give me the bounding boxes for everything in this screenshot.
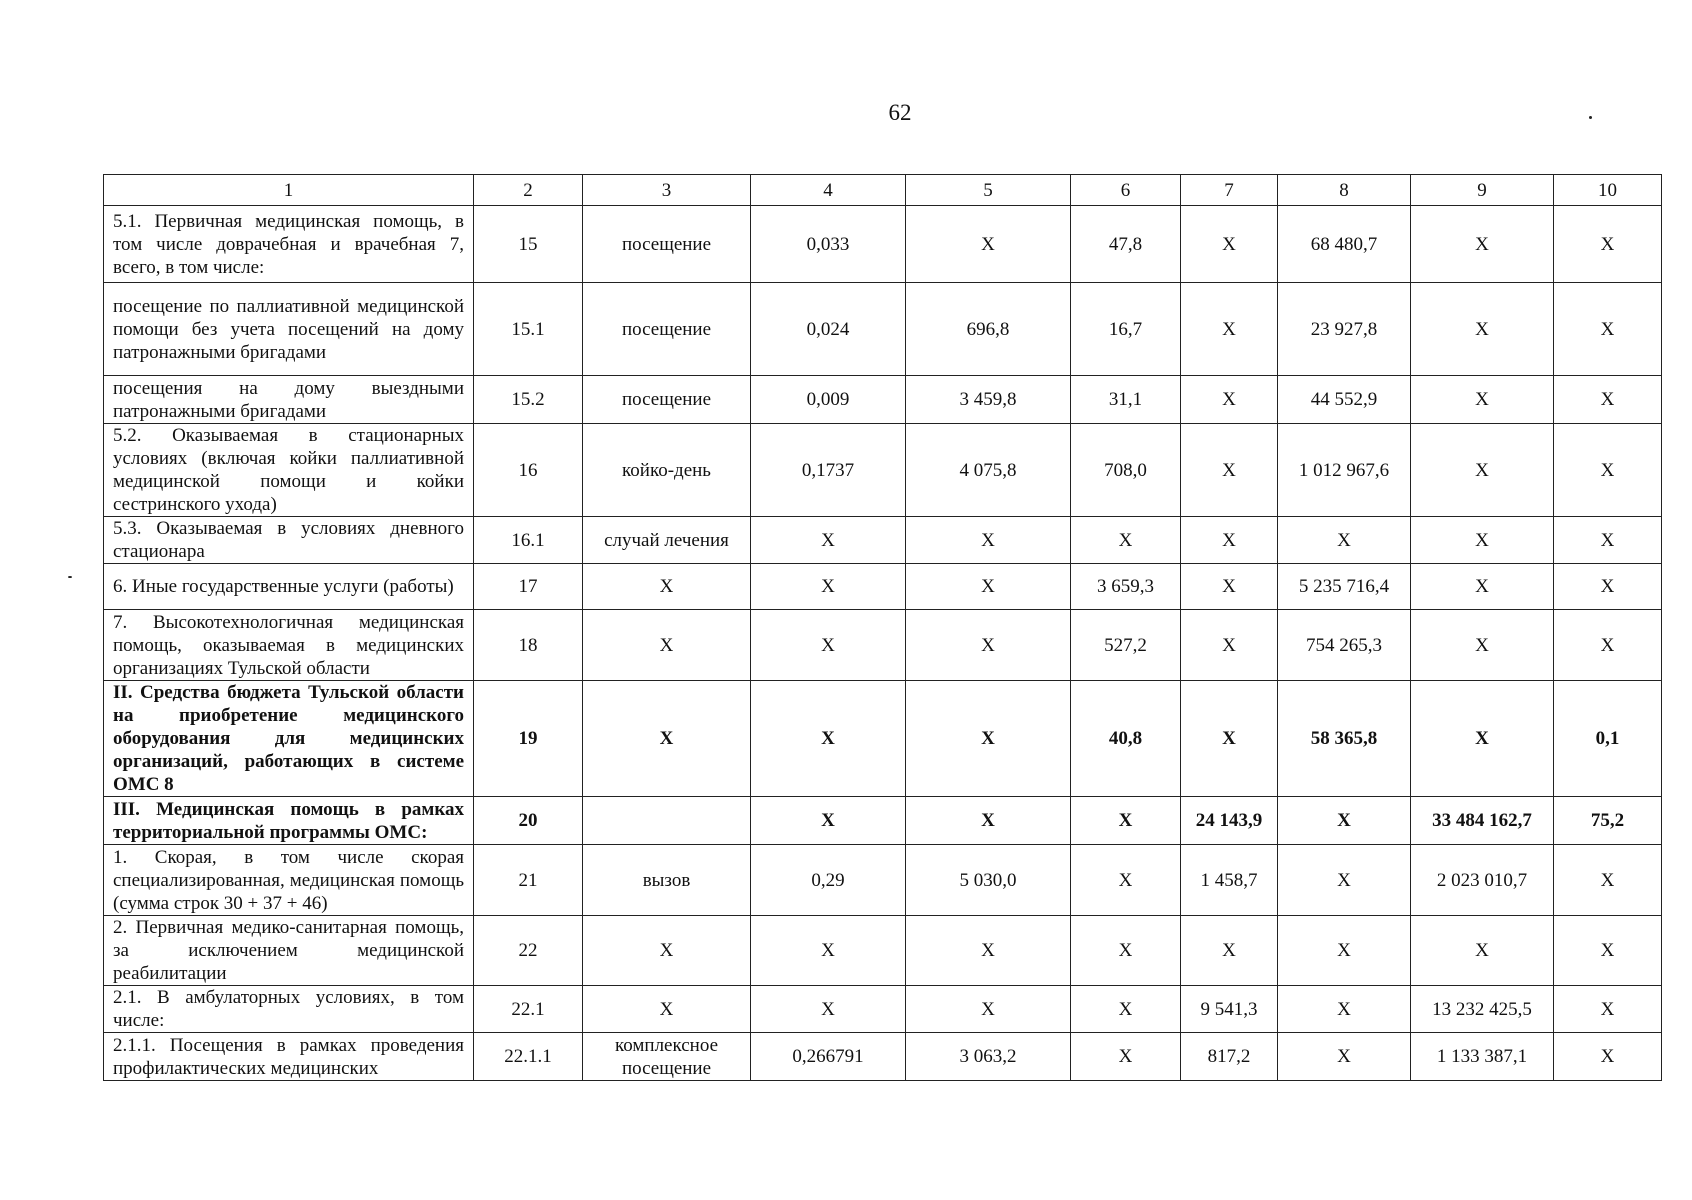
scan-speck	[1589, 116, 1592, 119]
table-cell: 17	[474, 564, 583, 610]
table-row	[104, 283, 1662, 376]
table-cell: 23 927,8	[1278, 283, 1411, 376]
table-cell: X	[751, 610, 906, 681]
table-cell: 75,2	[1554, 797, 1662, 845]
table-cell: X	[1554, 1033, 1662, 1081]
table-cell: X	[1071, 845, 1181, 916]
table-cell: 44 552,9	[1278, 376, 1411, 424]
row-description-cell: посещения на дому выездными патронажными бригадами	[104, 376, 474, 424]
table-row	[104, 681, 1662, 797]
table-cell: X	[1554, 424, 1662, 517]
table-cell: 16.1	[474, 517, 583, 564]
table-cell: X	[1071, 797, 1181, 845]
table-cell: 40,8	[1071, 681, 1181, 797]
table-cell: X	[906, 797, 1071, 845]
header-cell: 3	[583, 175, 751, 206]
table-cell: X	[1411, 517, 1554, 564]
table-cell: X	[1411, 610, 1554, 681]
table-cell: X	[906, 517, 1071, 564]
table-cell: X	[751, 986, 906, 1033]
header-cell: 7	[1181, 175, 1278, 206]
table-cell: 754 265,3	[1278, 610, 1411, 681]
table-cell: X	[1554, 206, 1662, 283]
row-description-cell: 2.1. В амбулаторных условиях, в том числе:	[104, 986, 474, 1033]
table-cell: X	[1554, 986, 1662, 1033]
table-cell: койко-день	[583, 424, 751, 517]
row-description-cell: 2. Первичная медико-санитарная помощь, за исключением медицинской реабилитации	[104, 916, 474, 986]
table-cell: X	[583, 681, 751, 797]
row-description-cell: 7. Высокотехнологичная медицинская помощь, оказываемая в медицинских организациях Тульской области	[104, 610, 474, 681]
table-cell: X	[751, 916, 906, 986]
table-cell: X	[906, 564, 1071, 610]
table-cell: 16	[474, 424, 583, 517]
table-cell: X	[1411, 424, 1554, 517]
table-cell: X	[1554, 845, 1662, 916]
table-cell: X	[751, 517, 906, 564]
table-row	[104, 517, 1662, 564]
table-cell: 3 659,3	[1071, 564, 1181, 610]
row-description-cell: II. Средства бюджета Тульской области на приобретение медицинского оборудования для медицинских организаций, работающих в системе ОМС 8	[104, 681, 474, 797]
header-cell: 4	[751, 175, 906, 206]
table-cell: 0,033	[751, 206, 906, 283]
table-cell: X	[1181, 376, 1278, 424]
table-cell: X	[1411, 376, 1554, 424]
table-cell: X	[583, 916, 751, 986]
table-cell: X	[1411, 916, 1554, 986]
header-cell: 9	[1411, 175, 1554, 206]
table-cell: X	[1554, 610, 1662, 681]
table-cell: X	[1554, 376, 1662, 424]
table-row	[104, 797, 1662, 845]
table-cell: 24 143,9	[1181, 797, 1278, 845]
table-cell: 58 365,8	[1278, 681, 1411, 797]
table-cell: X	[583, 564, 751, 610]
table-cell: 696,8	[906, 283, 1071, 376]
table-cell: 13 232 425,5	[1411, 986, 1554, 1033]
row-description-cell: 1. Скорая, в том числе скорая специализированная, медицинская помощь (сумма строк 30 + 37 + 46)	[104, 845, 474, 916]
table-cell: 5 235 716,4	[1278, 564, 1411, 610]
table-cell: 31,1	[1071, 376, 1181, 424]
row-description-cell: 6. Иные государственные услуги (работы)	[104, 564, 474, 610]
table-cell: посещение	[583, 206, 751, 283]
table-cell: 3 063,2	[906, 1033, 1071, 1081]
table-cell: 527,2	[1071, 610, 1181, 681]
table-cell: посещение	[583, 283, 751, 376]
table-cell: X	[1071, 986, 1181, 1033]
table-cell: посещение	[583, 376, 751, 424]
table-cell: X	[1071, 916, 1181, 986]
scan-speck	[68, 576, 72, 578]
table-cell: X	[751, 564, 906, 610]
table-cell: X	[1181, 424, 1278, 517]
table-cell: 1 133 387,1	[1411, 1033, 1554, 1081]
header-cell: 5	[906, 175, 1071, 206]
table-cell: X	[751, 797, 906, 845]
table-cell: X	[1411, 681, 1554, 797]
table-row	[104, 1033, 1662, 1081]
table-cell: X	[906, 916, 1071, 986]
table-cell: X	[1278, 845, 1411, 916]
table-cell: X	[1278, 916, 1411, 986]
row-description-cell: 5.3. Оказываемая в условиях дневного стационара	[104, 517, 474, 564]
table-cell: X	[1278, 1033, 1411, 1081]
table-row	[104, 845, 1662, 916]
table-cell: вызов	[583, 845, 751, 916]
header-cell: 2	[474, 175, 583, 206]
table-row	[104, 986, 1662, 1033]
table-cell: 22	[474, 916, 583, 986]
header-row	[104, 175, 1662, 206]
table-cell: 16,7	[1071, 283, 1181, 376]
table-cell: 4 075,8	[906, 424, 1071, 517]
table-cell	[583, 797, 751, 845]
row-description-cell: III. Медицинская помощь в рамках территориальной программы ОМС:	[104, 797, 474, 845]
table-cell: 708,0	[1071, 424, 1181, 517]
table-cell: 1 458,7	[1181, 845, 1278, 916]
table-cell: 15.1	[474, 283, 583, 376]
table-cell: 22.1	[474, 986, 583, 1033]
table-row	[104, 376, 1662, 424]
table-cell: 18	[474, 610, 583, 681]
table-cell: 9 541,3	[1181, 986, 1278, 1033]
table-cell: 0,1	[1554, 681, 1662, 797]
table-cell: X	[1181, 564, 1278, 610]
row-description-cell: 2.1.1. Посещения в рамках проведения профилактических медицинских	[104, 1033, 474, 1081]
table-cell: X	[1181, 610, 1278, 681]
table-cell: X	[1278, 986, 1411, 1033]
table-row	[104, 564, 1662, 610]
table-cell: X	[906, 610, 1071, 681]
table-cell: 0,009	[751, 376, 906, 424]
table-cell: X	[583, 610, 751, 681]
table-cell: X	[906, 681, 1071, 797]
table-cell: 33 484 162,7	[1411, 797, 1554, 845]
table-cell: X	[1278, 797, 1411, 845]
table-cell: X	[1181, 916, 1278, 986]
table-cell: X	[1411, 206, 1554, 283]
table-cell: X	[1181, 681, 1278, 797]
table-cell: X	[1411, 564, 1554, 610]
table-cell: X	[1554, 283, 1662, 376]
table-cell: комплексное посещение	[583, 1033, 751, 1081]
data-table	[103, 174, 1662, 1081]
table-cell: 47,8	[1071, 206, 1181, 283]
header-cell: 6	[1071, 175, 1181, 206]
header-cell: 1	[104, 175, 474, 206]
table-cell: X	[1278, 517, 1411, 564]
table-cell: X	[1181, 206, 1278, 283]
table-cell: 2 023 010,7	[1411, 845, 1554, 916]
table-cell: 3 459,8	[906, 376, 1071, 424]
row-description-cell: 5.1. Первичная медицинская помощь, в том числе доврачебная и врачебная 7, всего, в том числе:	[104, 206, 474, 283]
table-cell: X	[1071, 1033, 1181, 1081]
table-row	[104, 424, 1662, 517]
table-cell: 5 030,0	[906, 845, 1071, 916]
page-number: 62	[888, 100, 912, 125]
table-cell: 817,2	[1181, 1033, 1278, 1081]
table-cell: X	[906, 206, 1071, 283]
table-cell: 22.1.1	[474, 1033, 583, 1081]
table-cell: X	[1071, 517, 1181, 564]
table-cell: X	[751, 681, 906, 797]
row-description-cell: посещение по паллиативной медицинской помощи без учета посещений на дому патронажными бригадами	[104, 283, 474, 376]
table-cell: X	[583, 986, 751, 1033]
table-cell: 0,29	[751, 845, 906, 916]
table-cell: X	[906, 986, 1071, 1033]
table-cell: 68 480,7	[1278, 206, 1411, 283]
table-cell: X	[1181, 517, 1278, 564]
table-cell: 0,1737	[751, 424, 906, 517]
table-cell: X	[1554, 517, 1662, 564]
table-cell: X	[1181, 283, 1278, 376]
table-row	[104, 206, 1662, 283]
table-cell: 21	[474, 845, 583, 916]
table-row	[104, 916, 1662, 986]
header-cell: 8	[1278, 175, 1411, 206]
table-cell: X	[1554, 564, 1662, 610]
table-cell: X	[1554, 916, 1662, 986]
table-cell: случай лечения	[583, 517, 751, 564]
table-cell: 20	[474, 797, 583, 845]
table-cell: 0,024	[751, 283, 906, 376]
table-row	[104, 610, 1662, 681]
header-cell: 10	[1554, 175, 1662, 206]
table-cell: 0,266791	[751, 1033, 906, 1081]
table-cell: 19	[474, 681, 583, 797]
table-cell: X	[1411, 283, 1554, 376]
table-cell: 15.2	[474, 376, 583, 424]
table-cell: 15	[474, 206, 583, 283]
row-description-cell: 5.2. Оказываемая в стационарных условиях (включая койки паллиативной медицинской помощи и койки сестринского ухода)	[104, 424, 474, 517]
table-cell: 1 012 967,6	[1278, 424, 1411, 517]
